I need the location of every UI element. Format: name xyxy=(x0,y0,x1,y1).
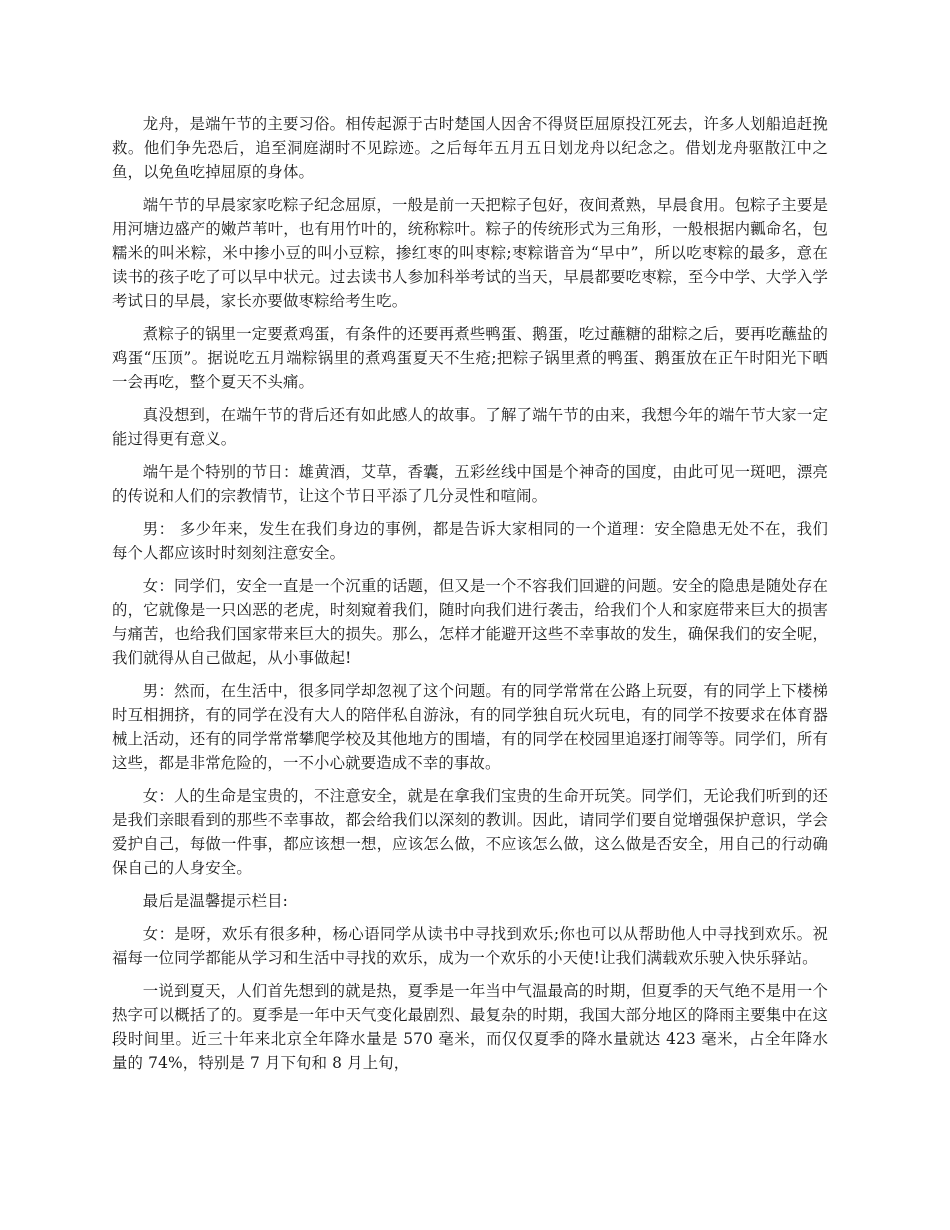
paragraph-eggs: 煮粽子的锅里一定要煮鸡蛋，有条件的还要再煮些鸭蛋、鹅蛋，吃过蘸糖的甜粽之后，要再吃蘸盐的鸡蛋“压顶”。据说吃五月端粽锅里的煮鸡蛋夏天不生疮;把粽子锅里煮的鸭蛋、鹅蛋放在正午时阳光下晒一会再吃，整个夏天不头痛。 xyxy=(112,325,828,391)
paragraph-reflection: 真没想到，在端午节的背后还有如此感人的故事。了解了端午节的由来，我想今年的端午节大家一定能过得更有意义。 xyxy=(112,406,828,448)
paragraph-special-festival: 端午是个特别的节日：雄黄酒，艾草，香囊，五彩丝线中国是个神奇的国度，由此可见一斑吧，漂亮的传说和人们的宗教情节，让这个节日平添了几分灵性和喧闹。 xyxy=(112,463,828,505)
paragraph-dragon-boat: 龙舟，是端午节的主要习俗。相传起源于古时楚国人因舍不得贤臣屈原投江死去，许多人划船追赶挽救。他们争先恐后，追至洞庭湖时不见踪迹。之后每年五月五日划龙舟以纪念之。借划龙舟驱散江中之鱼，以免鱼吃掉屈原的身体。 xyxy=(112,115,828,181)
document-page xyxy=(112,112,828,1084)
paragraph-female-life-precious: 女：人的生命是宝贵的，不注意安全，就是在拿我们宝贵的生命开玩笑。同学们，无论我们听到的还是我们亲眼看到的那些不幸事故，都会给我们以深刻的教训。因此，请同学们要自觉增强保护意识，学会爱护自己，每做一件事，都应该想一想，应该怎么做，不应该怎么做，这么做是否安全，用自己的行动确保自己的人身安全。 xyxy=(112,787,828,877)
paragraph-zongzi: 端午节的早晨家家吃粽子纪念屈原，一般是前一天把粽子包好，夜间煮熟，早晨食用。包粽子主要是用河塘边盛产的嫩芦苇叶，也有用竹叶的，统称粽叶。粽子的传统形式为三角形，一般根据内瓤命名，包糯米的叫米粽，米中掺小豆的叫小豆粽，掺红枣的叫枣粽;枣粽谐音为“早中”，所以吃枣粽的最多，意在读书的孩子吃了可以早中状元。过去读书人参加科举考试的当天，早晨都要吃枣粽，至今中学、大学入学考试日的早晨，家长亦要做枣粽给考生吃。 xyxy=(112,196,828,310)
paragraph-male-dangers: 男：然而，在生活中，很多同学却忽视了这个问题。有的同学常常在公路上玩耍，有的同学上下楼梯时互相拥挤，有的同学在没有大人的陪伴私自游泳，有的同学独自玩火玩电，有的同学不按要求在体育器械上活动，还有的同学常常攀爬学校及其他地方的围墙，有的同学在校园里追逐打闹等等。同学们，所有这些，都是非常危险的，一不小心就要造成不幸的事故。 xyxy=(112,682,828,772)
paragraph-female-safety-topic: 女：同学们，安全一直是一个沉重的话题，但又是一个不容我们回避的问题。安全的隐患是随处存在的，它就像是一只凶恶的老虎，时刻窥着我们，随时向我们进行袭击，给我们个人和家庭带来巨大的损害与痛苦，也给我们国家带来巨大的损失。那么，怎样才能避开这些不幸事故的发生，确保我们的安全呢，我们就得从自己做起，从小事做起! xyxy=(112,577,828,667)
paragraph-tips-heading: 最后是温馨提示栏目: xyxy=(142,892,288,910)
paragraph-summer: 一说到夏天，人们首先想到的就是热，夏季是一年当中气温最高的时期，但夏季的天气绝不是用一个热字可以概括了的。夏季是一年中天气变化最剧烈、最复杂的时期，我国大部分地区的降雨主要集中在这段时间里。近三十年来北京全年降水量是 570 毫米，而仅仅夏季的降水量就达 423 毫米，占全年降水量的 74%，特别是 7 月下旬和 8 月上旬， xyxy=(112,982,828,1072)
paragraph-male-safety-intro: 男： 多少年来，发生在我们身边的事例，都是告诉大家相同的一个道理：安全隐患无处不在，我们每个人都应该时时刻刻注意安全。 xyxy=(112,520,828,562)
paragraph-female-joy: 女：是呀，欢乐有很多种，杨心语同学从读书中寻找到欢乐;你也可以从帮助他人中寻找到欢乐。祝福每一位同学都能从学习和生活中寻找的欢乐，成为一个欢乐的小天使!让我们满载欢乐驶入快乐驿站。 xyxy=(112,925,828,967)
